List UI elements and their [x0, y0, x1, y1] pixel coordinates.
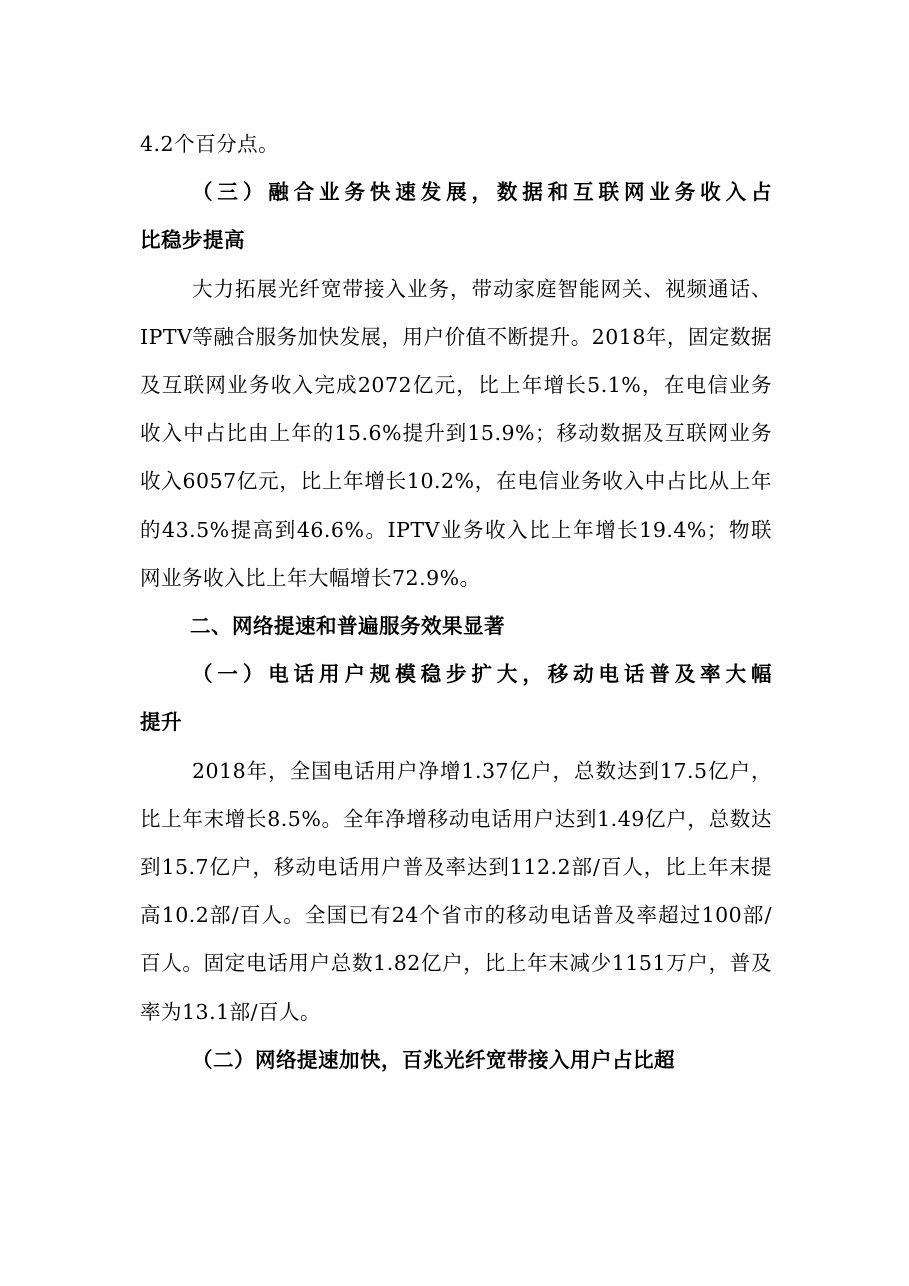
subheading-line: （一）电话用户规模稳步扩大，移动电话普及率大幅: [192, 662, 772, 687]
section-heading-2: 二、网络提速和普遍服务效果显著: [190, 614, 505, 639]
paragraph-continuation: 4.2个百分点。: [140, 132, 280, 156]
subheading-line: 提升: [140, 710, 182, 735]
paragraph-phone-users: 2018年，全国电话用户净增1.37亿户，总数达到17.5亿户，比上年末增长8.5%。全年净增移动电话用户达到1.49亿户，总数达到15.7亿户，移动电话用户普及率达到112.2部/百人，比上年末提高10.2部/百人。全国已有24个省市的移动电话普及率超过100部/百人。固定电话用户总数1.82亿户，比上年末减少1151万户，普及率为13.1部/百人。: [140, 758, 772, 1024]
subheading-1: [140, 650, 772, 746]
document-page: [140, 120, 772, 1084]
subheading-line: 比稳步提高: [140, 228, 245, 253]
subheading-2: [140, 1036, 772, 1084]
subheading-line: （二）网络提速加快，百兆光纤宽带接入用户占比超: [192, 1047, 675, 1072]
paragraph-fusion-business: 大力拓展光纤宽带接入业务，带动家庭智能网关、视频通话、IPTV等融合服务加快发展，用户价值不断提升。2018年，固定数据及互联网业务收入完成2072亿元，比上年增长5.1%，在电信业务收入中占比由上年的15.6%提升到15.9%；移动数据及互联网业务收入6057亿元，比上年增长10.2%，在电信业务收入中占比从上年的43.5%提高到46.6%。IPTV业务收入比上年增长19.4%；物联网业务收入比上年大幅增长72.9%。: [140, 276, 772, 590]
subheading-3: [140, 168, 772, 264]
subheading-line: （三）融合业务快速发展，数据和互联网业务收入占: [192, 180, 772, 205]
